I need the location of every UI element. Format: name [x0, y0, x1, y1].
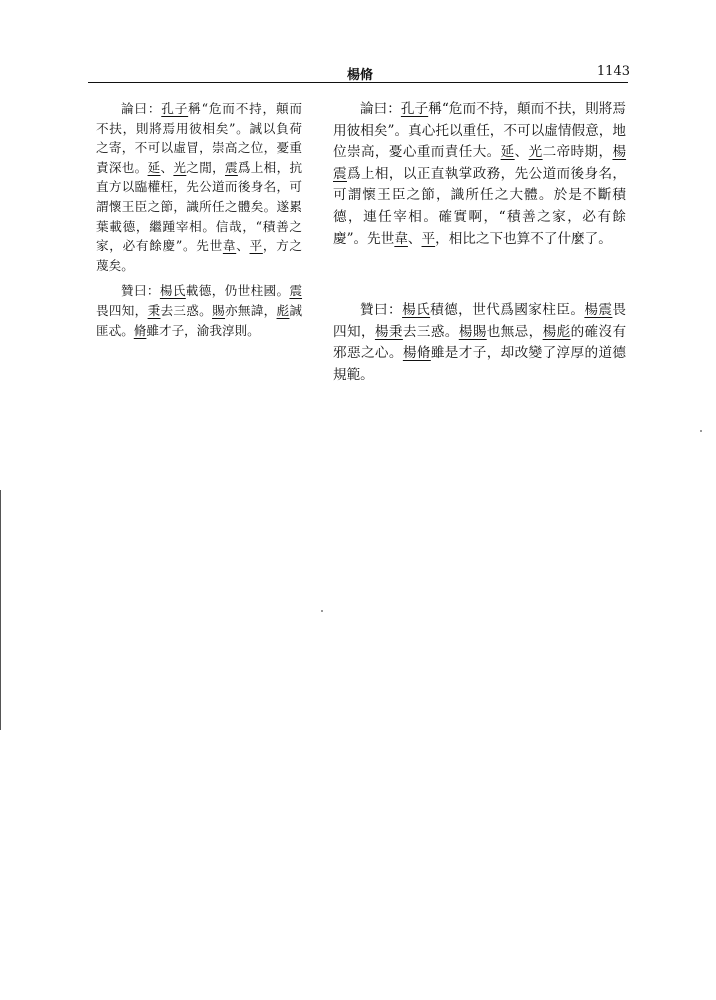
page-number: 1143: [596, 64, 630, 79]
text-run: 稱“危而不持，顛而不扶，則將焉用彼相矣”。真心托以重任，不可以虛情假意，地位崇高，憂心重而責任大。: [333, 101, 627, 161]
proper-name-underlined: 賜: [212, 302, 225, 318]
running-title: 楊脩: [346, 68, 373, 83]
text-run: 爲上相，以正直執掌政務，先公道而後身名，可謂懷王臣之節，識所任之大體。於是不斷積德，連任宰相。確實啊，“積善之家，必有餘慶”。先世: [333, 165, 627, 247]
proper-name-underlined: 楊彪: [542, 323, 571, 340]
proper-name-underlined: 延: [147, 159, 161, 175]
text-run: 論曰：: [360, 101, 401, 117]
translation-column: [333, 99, 626, 387]
proper-name-underlined: 楊震: [584, 302, 613, 319]
proper-name-underlined: 震: [289, 283, 303, 299]
zan-paragraph-original: [96, 281, 302, 340]
text-run: 、: [236, 238, 250, 254]
text-run: ，相比之下也算不了什麼了。: [435, 230, 612, 247]
proper-name-underlined: 韋: [394, 230, 408, 247]
text-run: 也無忌，: [486, 323, 543, 340]
proper-name-underlined: 震: [224, 159, 238, 175]
proper-name-underlined: 孔子: [161, 101, 189, 116]
proper-name-underlined: 秉: [147, 302, 161, 318]
scan-edge-mark: [0, 490, 1, 730]
proper-name-underlined: 平: [421, 230, 436, 247]
text-run: 之閒，: [186, 159, 225, 175]
text-run: 的確沒有邪惡之心。: [333, 323, 627, 362]
proper-name-underlined: 光: [528, 144, 543, 161]
text-run: 積德，世代爲國家柱臣。: [430, 302, 585, 319]
proper-name-underlined: 楊賜: [458, 323, 487, 340]
text-run: 爲上相，抗直方以臨權枉，先公道而後身名，可謂懷王臣之節，識所任之體矣。遂累葉載德，繼踵宰相。信哉，“積善之家，必有餘慶”。先世: [96, 159, 303, 254]
text-run: 畏四知，: [96, 302, 148, 318]
text-run: 贊曰：: [121, 283, 160, 299]
proper-name-underlined: 韋: [222, 238, 237, 254]
text-run: 去三惑。: [402, 323, 459, 340]
scan-speck: [321, 610, 323, 612]
proper-name-underlined: 楊氏: [402, 302, 431, 319]
text-run: 亦無諱，: [224, 302, 277, 318]
header-rule: [88, 82, 628, 83]
proper-name-underlined: 彪: [276, 302, 290, 318]
proper-name-underlined: 脩: [133, 322, 147, 338]
text-run: 畏四知，: [333, 302, 627, 340]
proper-name-underlined: 楊脩: [402, 345, 431, 362]
proper-name-underlined: 楊秉: [374, 323, 403, 340]
proper-name-underlined: 楊氏: [159, 283, 186, 299]
lun-paragraph-original: [96, 99, 302, 275]
text-run: ，方之蔑矣。: [96, 238, 303, 273]
scan-speck: [700, 430, 702, 432]
zan-paragraph-translation: [333, 300, 626, 386]
proper-name-underlined: 孔子: [400, 101, 429, 117]
proper-name-underlined: 延: [500, 144, 515, 161]
text-run: 、: [160, 159, 174, 175]
lun-paragraph-translation: [333, 99, 626, 250]
text-run: 載德，仍世柱國。: [185, 283, 290, 299]
text-run: 贊曰：: [360, 302, 403, 319]
text-run: 稱“危而不持，顛而不扶，則將焉用彼相矣”。誠以負荷之寄，不可以虛冒，崇高之位，憂重責深也。: [96, 101, 302, 175]
text-run: 二帝時期，: [542, 144, 613, 161]
original-text-column: [96, 99, 302, 340]
text-run: 雖是才子，却改變了淳厚的道德規範。: [333, 345, 627, 383]
text-run: 、: [514, 144, 529, 161]
text-run: 論曰：: [121, 101, 162, 116]
text-run: 誠匪忒。: [96, 302, 303, 338]
proper-name-underlined: 楊震: [333, 144, 627, 182]
text-run: 雖才子，渝我淳則。: [146, 322, 260, 338]
text-run: 、: [407, 230, 422, 247]
proper-name-underlined: 光: [173, 159, 187, 175]
text-run: 去三惑。: [160, 302, 213, 318]
proper-name-underlined: 平: [249, 238, 263, 254]
